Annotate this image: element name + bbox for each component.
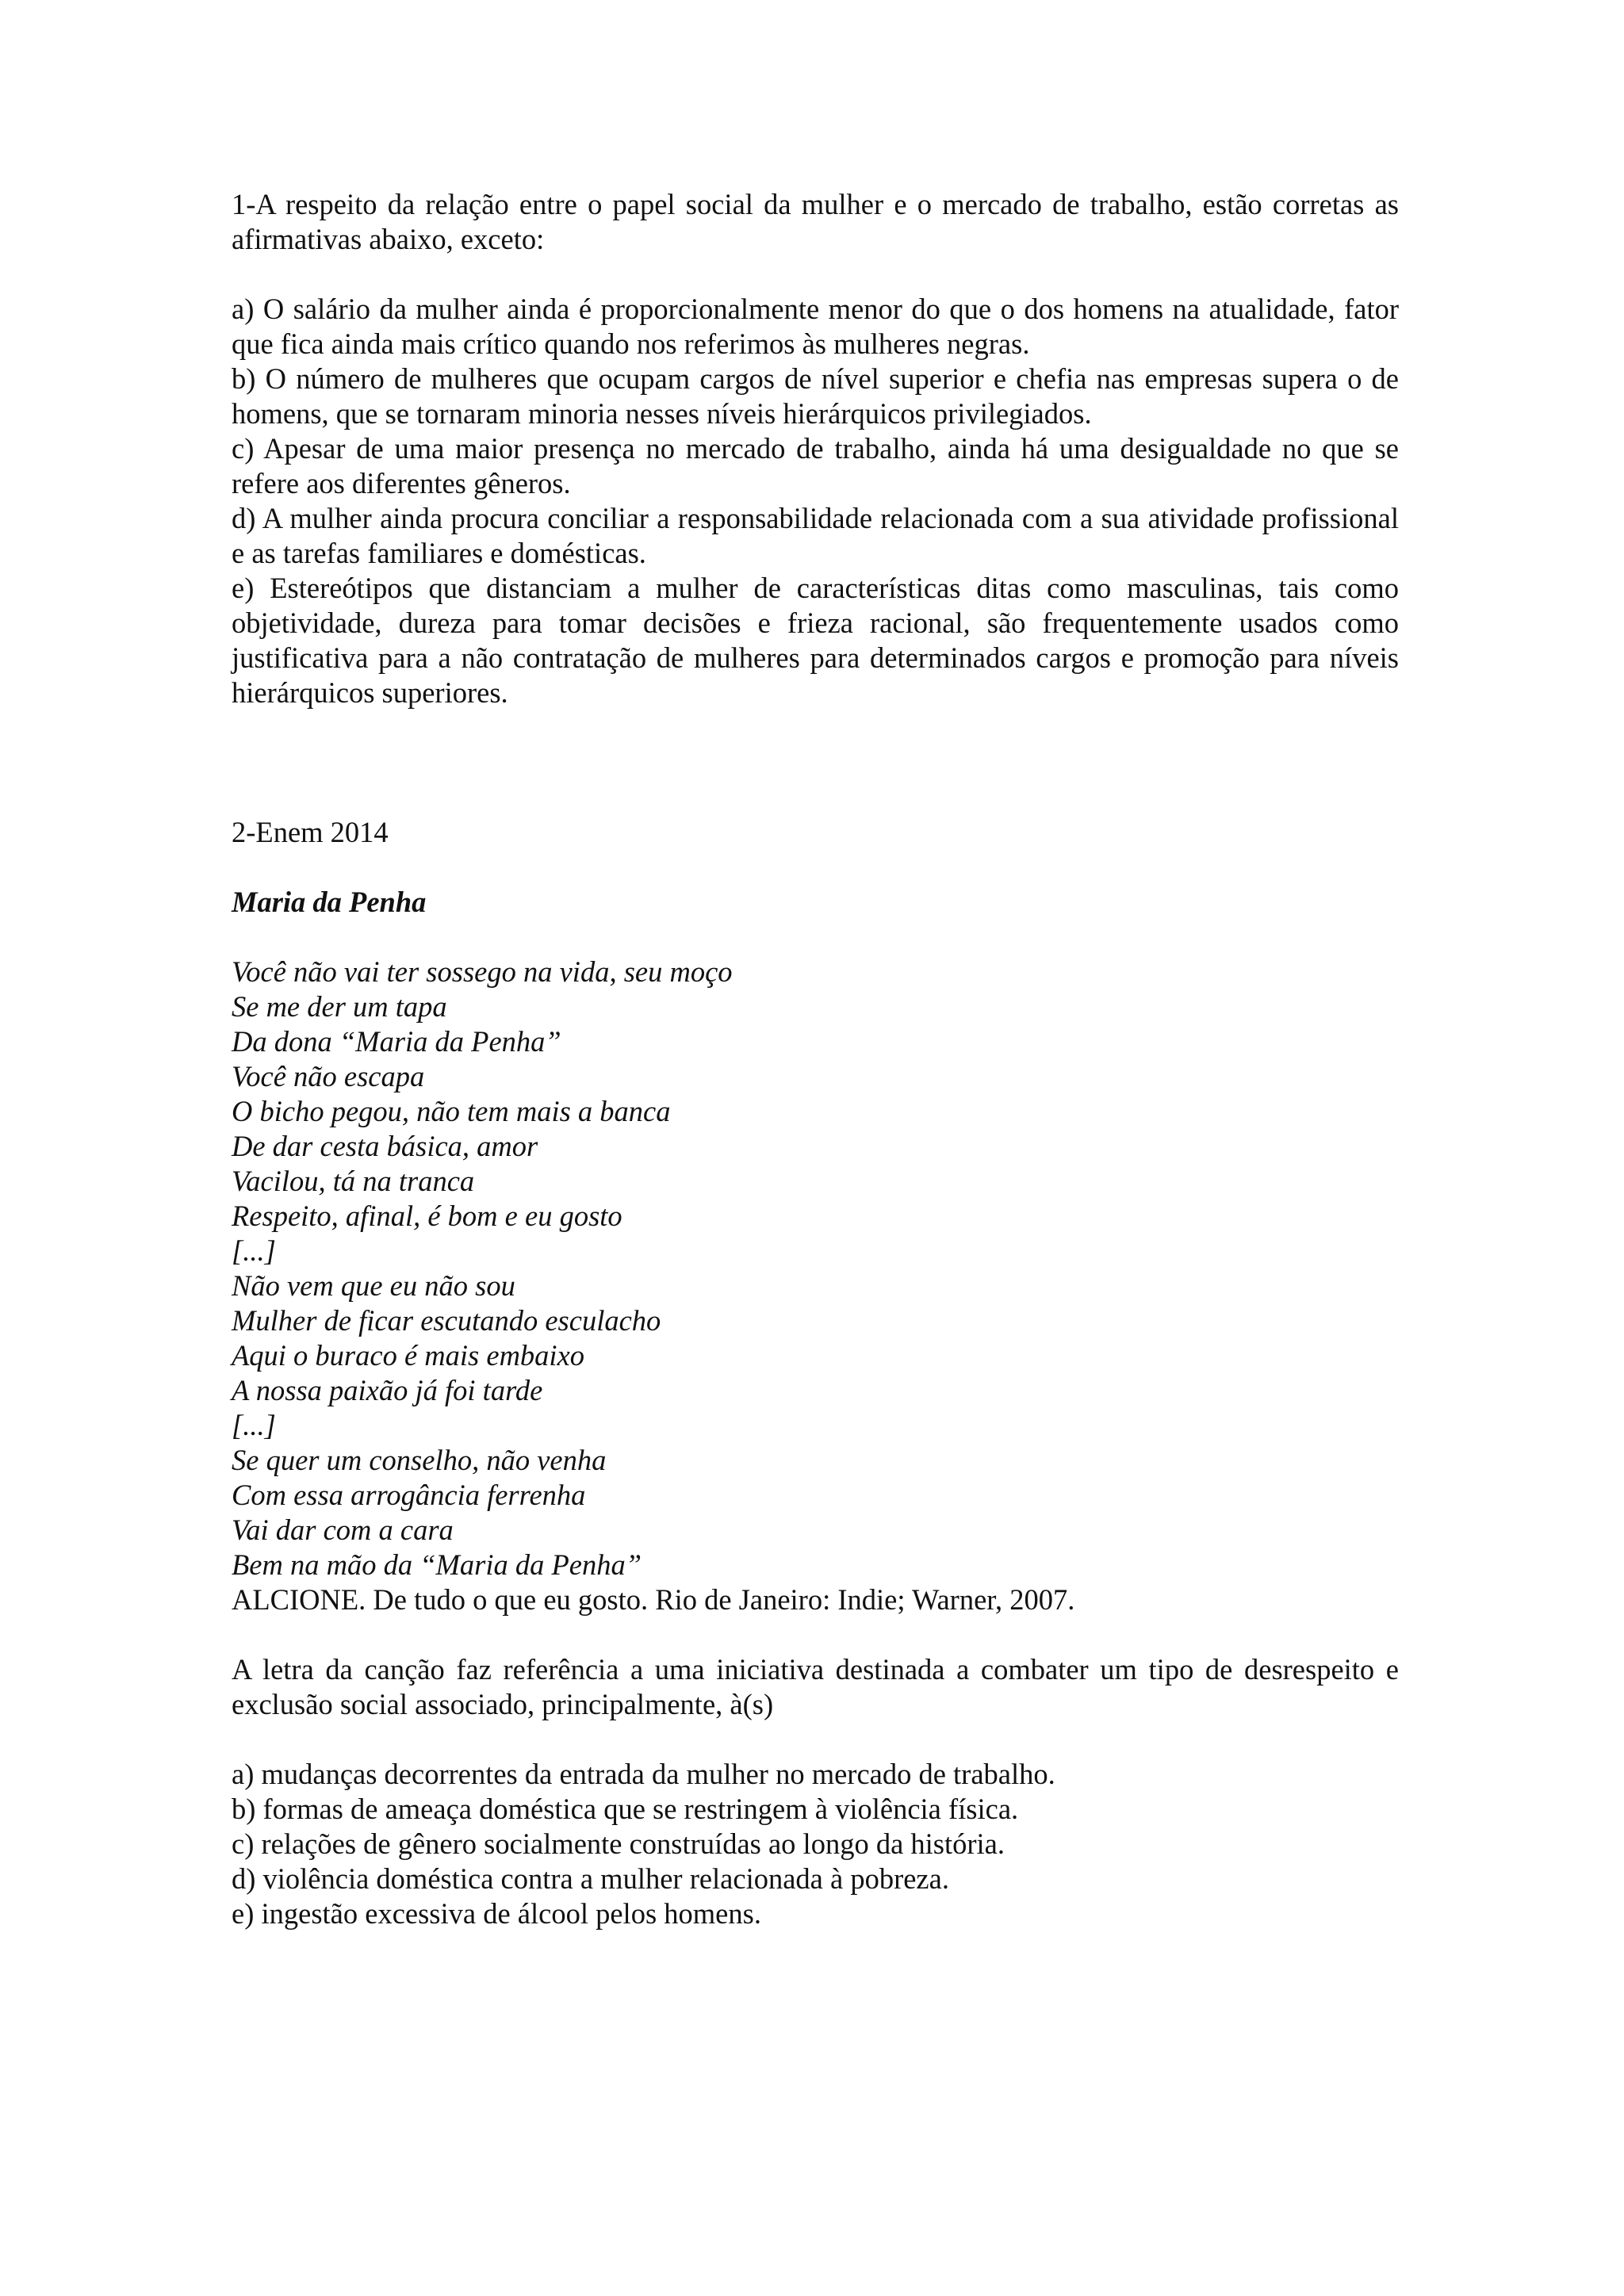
lyric-line: Aqui o buraco é mais embaixo	[232, 1339, 585, 1372]
question-2-option-e: e) ingestão excessiva de álcool pelos homens.	[232, 1897, 761, 1930]
question-2-option-b: b) formas de ameaça doméstica que se restringem à violência física.	[232, 1793, 1019, 1825]
question-1-option-c: c) Apesar de uma maior presença no mercado de trabalho, ainda há uma desigualdade no que se refere aos diferentes gêneros.	[232, 432, 1399, 499]
question-2-stem: A letra da canção faz referência a uma iniciativa destinada a combater um tipo de desrespeito e exclusão social associado, principalmente, à(s)	[232, 1653, 1399, 1720]
lyric-line: Com essa arrogância ferrenha	[232, 1479, 586, 1511]
lyric-line: Se me der um tapa	[232, 990, 447, 1023]
song-source: ALCIONE. De tudo o que eu gosto. Rio de Janeiro: Indie; Warner, 2007.	[232, 1583, 1075, 1616]
lyric-line: Bem na mão da “Maria da Penha”	[232, 1548, 642, 1581]
question-1	[232, 187, 1399, 710]
lyric-line: Não vem que eu não sou	[232, 1269, 515, 1302]
question-2-heading: 2-Enem 2014	[232, 816, 389, 848]
lyric-line: De dar cesta básica, amor	[232, 1130, 538, 1162]
question-2-option-a: a) mudanças decorrentes da entrada da mulher no mercado de trabalho.	[232, 1758, 1055, 1790]
lyric-line: O bicho pegou, não tem mais a banca	[232, 1095, 671, 1127]
question-1-option-b: b) O número de mulheres que ocupam cargos de nível superior e chefia nas empresas supera o de homens, que se tornaram minoria nesses níveis hierárquicos privilegiados.	[232, 362, 1399, 430]
lyric-ellipsis: [...]	[232, 1409, 276, 1441]
page-content	[232, 187, 1399, 1931]
lyric-line: Mulher de ficar escutando esculacho	[232, 1304, 661, 1337]
lyric-ellipsis: [...]	[232, 1234, 276, 1267]
lyric-line: Você não escapa	[232, 1060, 425, 1093]
question-2	[232, 815, 1399, 1931]
question-1-option-a: a) O salário da mulher ainda é proporcionalmente menor do que o dos homens na atualidade, fator que fica ainda mais crítico quando nos referimos às mulheres negras.	[232, 293, 1399, 360]
question-1-option-e: e) Estereótipos que distanciam a mulher de características ditas como masculinas, tais como objetividade, dureza para tomar decisões e frieza racional, são frequentemente usados como justificativa para a não contratação de mulheres para determinados cargos e promoção para níveis hierárquicos superiores.	[232, 572, 1399, 709]
lyric-line: Vacilou, tá na tranca	[232, 1165, 475, 1197]
lyric-line: Você não vai ter sossego na vida, seu moço	[232, 955, 733, 988]
lyric-line: Vai dar com a cara	[232, 1513, 454, 1546]
question-2-option-c: c) relações de gênero socialmente construídas ao longo da história.	[232, 1827, 1005, 1860]
question-2-option-d: d) violência doméstica contra a mulher relacionada à pobreza.	[232, 1862, 949, 1895]
question-1-stem: 1-A respeito da relação entre o papel social da mulher e o mercado de trabalho, estão corretas as afirmativas abaixo, exceto:	[232, 188, 1399, 255]
lyric-line: Da dona “Maria da Penha”	[232, 1025, 561, 1058]
lyric-line: Respeito, afinal, é bom e eu gosto	[232, 1200, 622, 1232]
question-1-option-d: d) A mulher ainda procura conciliar a responsabilidade relacionada com a sua atividade profissional e as tarefas familiares e domésticas.	[232, 502, 1399, 569]
lyric-line: Se quer um conselho, não venha	[232, 1444, 607, 1476]
lyric-line: A nossa paixão já foi tarde	[232, 1374, 543, 1406]
song-lyrics	[232, 955, 1399, 1582]
song-title: Maria da Penha	[232, 886, 427, 918]
